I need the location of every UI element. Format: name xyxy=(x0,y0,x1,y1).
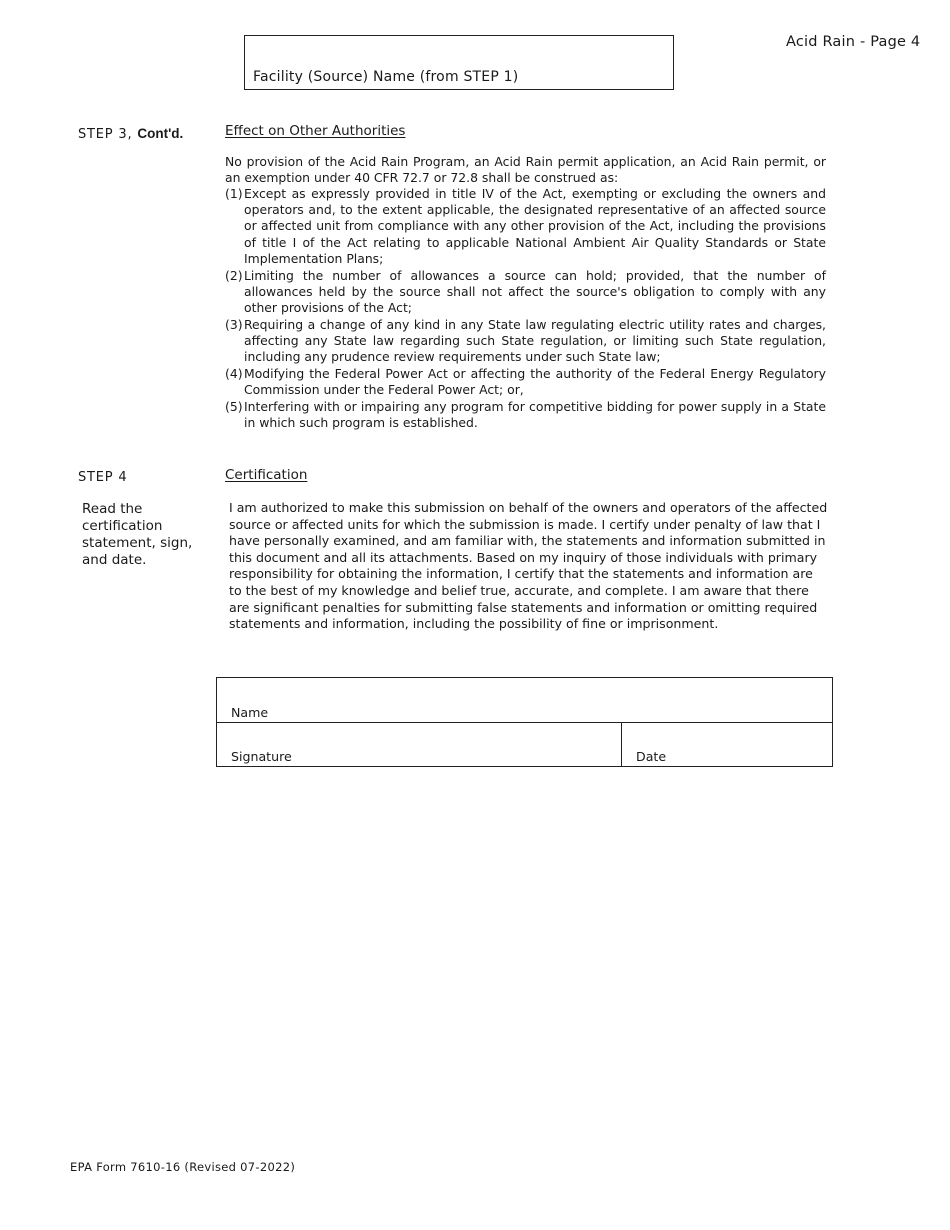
list-item-text: Except as expressly provided in title IV of the Act, exempting or excluding the owners and operators and, to the extent applicable, the designated representative of an affected source or affected unit from compliance with any other provision of the Act, including the provisions of title I of the Act relating to applicable National Ambient Air Quality Standards or State Implementation Plans; xyxy=(244,186,826,266)
signature-block-divider xyxy=(217,722,832,723)
effect-on-other-authorities-heading: Effect on Other Authorities xyxy=(225,123,406,139)
step4-instructions: Read the certification statement, sign, and date. xyxy=(82,501,193,568)
step3-label xyxy=(78,126,183,142)
list-item-text: Interfering with or impairing any program for competitive bidding for power supply in a State in which such program is established. xyxy=(244,398,826,430)
facility-name-field[interactable] xyxy=(244,35,674,90)
list-item-text: Limiting the number of allowances a source can hold; provided, that the number of allowances held by the source shall not affect the source's obligation to comply with any other provisions of the Act; xyxy=(244,267,826,315)
certification-statement: I am authorized to make this submission on behalf of the owners and operators of the affected source or affected units for which the submission is made. I certify under penalty of law that I have personally examined, and am familiar with, the statements and information submitted in this document and all its attachments. Based on my inquiry of those individuals with primary responsibility for obtaining the information, I certify that the statements and information are to the best of my knowledge and belief true, accurate, and complete. I am aware that there are significant penalties for submitting false statements and information or omitting required statements and information, including the possibility of fine or imprisonment. xyxy=(229,500,828,632)
list-item xyxy=(225,366,826,398)
certification-heading: Certification xyxy=(225,467,308,483)
provisions-list xyxy=(225,186,826,432)
date-field-label: Date xyxy=(636,749,667,764)
list-item xyxy=(225,268,826,317)
step4-label: STEP 4 xyxy=(78,470,128,485)
list-item-text: Requiring a change of any kind in any State law regulating electric utility rates and charges, affecting any State law regarding such State regulation, or limiting such State regulation, including any prudence review requirements under such State law; xyxy=(244,316,826,365)
name-field-label: Name xyxy=(231,705,269,720)
list-item-number: (5) xyxy=(225,398,243,414)
list-item xyxy=(225,186,826,267)
signature-field-label: Signature xyxy=(231,749,292,764)
list-item-number: (4) xyxy=(225,365,243,381)
list-item-text: Modifying the Federal Power Act or affecting the authority of the Federal Energy Regulatory Commission under the Federal Power Act; or, xyxy=(244,365,826,397)
list-item-number: (1) xyxy=(225,186,243,201)
step3-label-text: STEP 3, xyxy=(78,127,138,142)
list-item xyxy=(225,317,826,366)
page-number: Acid Rain - Page 4 xyxy=(786,34,921,50)
list-item xyxy=(225,399,826,431)
list-item-number: (2) xyxy=(225,267,243,283)
list-item-number: (3) xyxy=(225,316,243,332)
facility-name-label: Facility (Source) Name (from STEP 1) xyxy=(253,69,519,85)
form-id: EPA Form 7610-16 (Revised 07-2022) xyxy=(70,1160,296,1174)
step3-contd: Cont'd. xyxy=(137,126,184,141)
signature-block xyxy=(216,677,833,767)
step3-intro-text: No provision of the Acid Rain Program, an Acid Rain permit application, an Acid Rain permit, or an exemption under 40 CFR 72.7 or 72.8 shall be construed as: xyxy=(225,154,826,186)
signature-date-divider xyxy=(621,722,622,766)
